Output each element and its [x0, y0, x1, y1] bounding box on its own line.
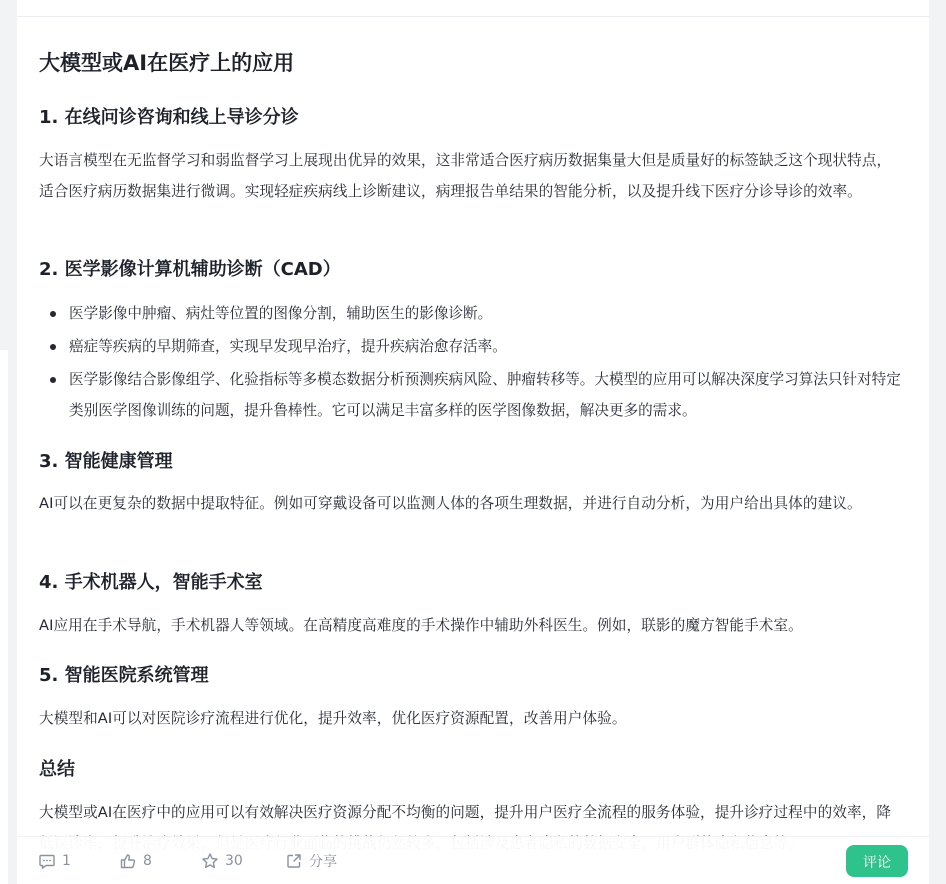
- section-heading: 2. 医学影像计算机辅助诊断（CAD）: [39, 259, 341, 280]
- section-heading: 5. 智能医院系统管理: [39, 665, 209, 686]
- section-paragraph: 大模型或AI在医疗中的应用可以有效解决医疗资源分配不均衡的问题，提升用户医疗全流程的服务体验，提升诊疗过程中的效率，降: [39, 804, 892, 821]
- left-gutter-panel: [0, 350, 8, 884]
- section-heading: 4. 手术机器人，智能手术室: [39, 572, 263, 593]
- article-action-bar: [17, 836, 929, 884]
- top-divider: [17, 16, 929, 17]
- list-item: 医学影像结合影像组学、化验指标等多模态数据分析预测疾病风险、肿瘤转移等。大模型的应用可以解决深度学习算法只针对特定类别医学图像训练的问题，提升鲁棒性。它可以满足丰富多样的医学图像数据，解决更多的需求。: [39, 364, 905, 426]
- list-item: 医学影像中肿瘤、病灶等位置的图像分割，辅助医生的影像诊断。: [39, 298, 905, 329]
- section-paragraph: AI应用在手术导航，手术机器人等领域。在高精度高难度的手术操作中辅助外科医生。例如，联影的魔方智能手术室。: [39, 617, 803, 634]
- article-card: [17, 0, 929, 884]
- article-title: 大模型或AI在医疗上的应用: [39, 51, 295, 75]
- comment-icon: [38, 852, 56, 870]
- list-item: 癌症等疾病的早期筛查，实现早发现早治疗，提升疾病治愈存活率。: [39, 331, 905, 362]
- thumbs-up-icon: [119, 852, 137, 870]
- comment-count-button[interactable]: [38, 851, 71, 871]
- like-button[interactable]: [119, 851, 152, 871]
- star-icon: [201, 852, 219, 870]
- favorite-button[interactable]: [201, 851, 243, 871]
- favorite-count: 30: [225, 853, 243, 869]
- like-count: 8: [143, 853, 152, 869]
- section-heading: 1. 在线问诊咨询和线上导诊分诊: [39, 107, 299, 128]
- share-label: 分享: [309, 854, 337, 870]
- section-paragraph: 大模型和AI可以对医院诊疗流程进行优化，提升效率，优化医疗资源配置，改善用户体验。: [39, 710, 627, 727]
- section-heading: 总结: [39, 759, 75, 780]
- right-gutter: [929, 0, 946, 884]
- section-paragraph: AI可以在更复杂的数据中提取特征。例如可穿戴设备可以监测人体的各项生理数据，并进行自动分析，为用户给出具体的建议。: [39, 495, 862, 512]
- comment-count: 1: [62, 853, 71, 869]
- section-paragraph: 大语言模型在无监督学习和弱监督学习上展现出优异的效果，这非常适合医疗病历数据集量大但是质量好的标签缺乏这个现状特点，适合医疗病历数据集进行微调。实现轻症疾病线上诊断建议，病理报告单结果的智能分析，以及提升线下医疗分诊导诊的效率。: [39, 152, 892, 200]
- section-heading: 3. 智能健康管理: [39, 451, 173, 472]
- share-button[interactable]: [285, 851, 337, 871]
- bullet-list: [39, 298, 905, 428]
- share-icon: [285, 852, 303, 870]
- comment-button[interactable]: 评论: [846, 845, 908, 877]
- left-gutter: [0, 0, 8, 884]
